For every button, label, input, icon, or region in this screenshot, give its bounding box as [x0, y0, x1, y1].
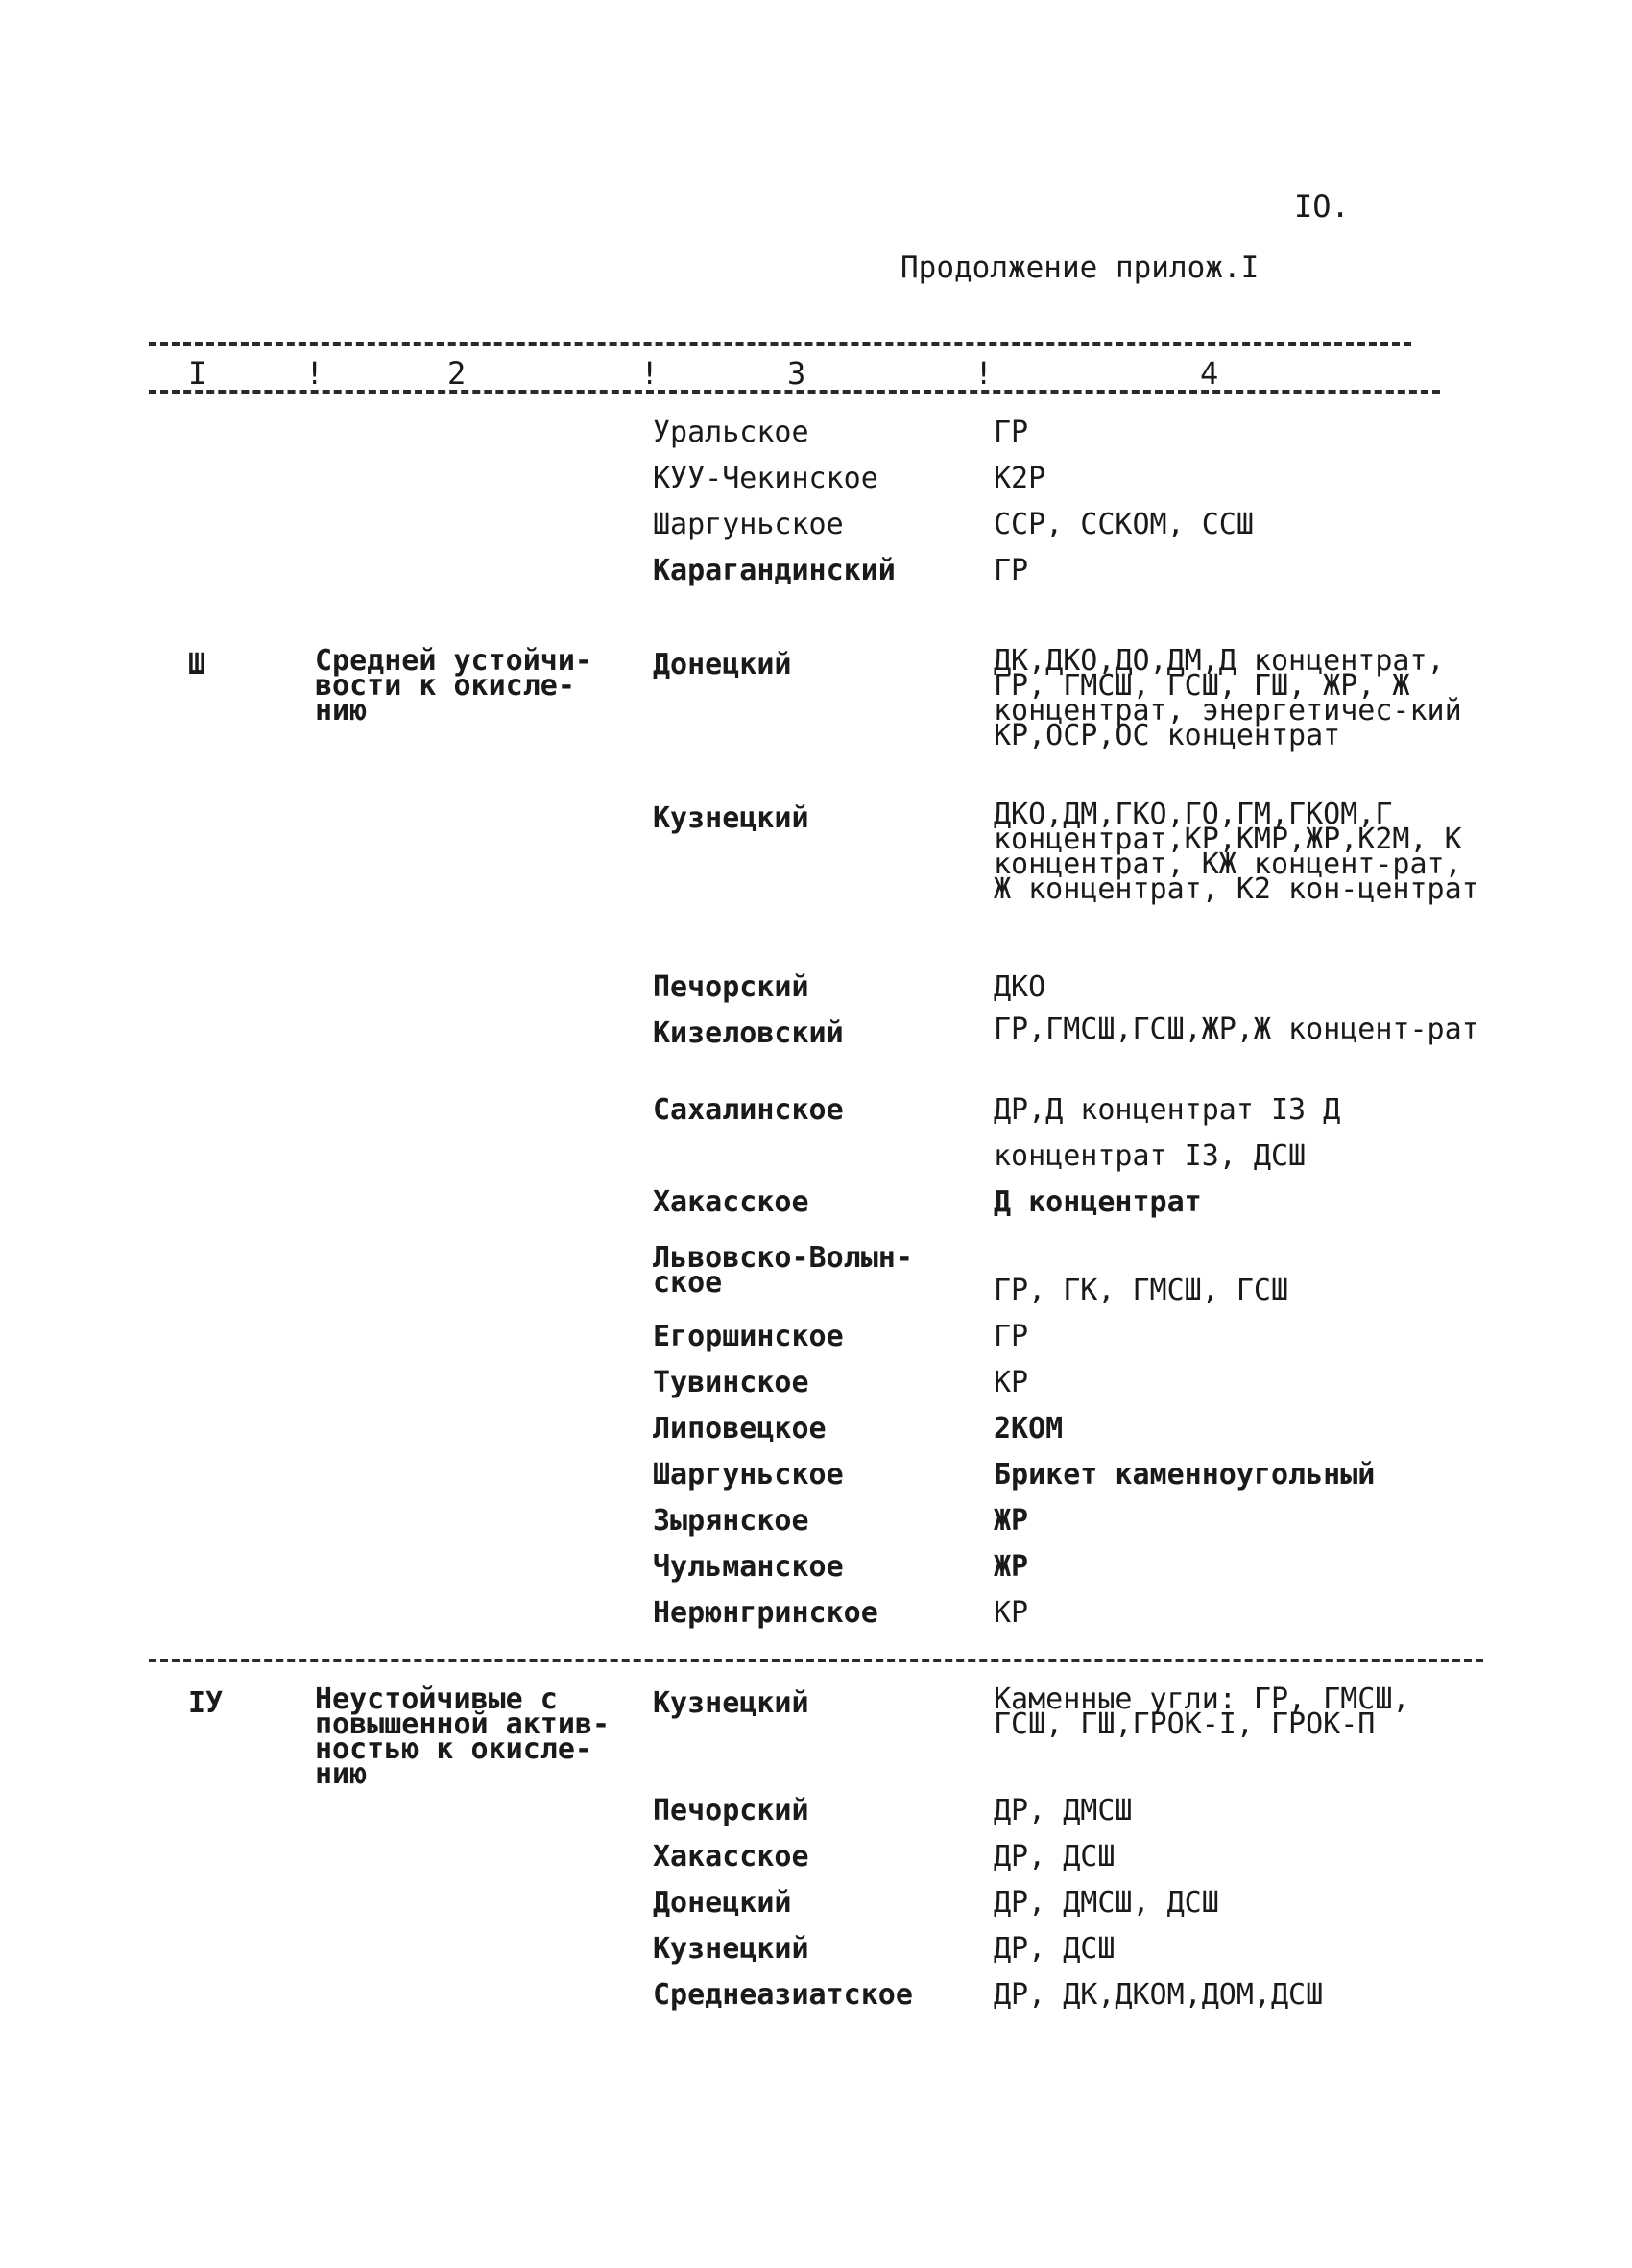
coal-grades: ГР,ГМСШ,ГСШ,ЖР,Ж концент-рат [994, 1013, 1479, 1046]
basin-name: Зырянское [653, 1504, 809, 1538]
table-header-rule [149, 390, 1440, 394]
header-col1: I [188, 355, 207, 392]
coal-grades: Каменные угли: ГР, ГМСШ, ГСШ, ГШ,ГРОК-I, ГРОК-П [994, 1683, 1410, 1741]
basin-name: Печорский [653, 1794, 809, 1827]
coal-grades: ГР [994, 1320, 1029, 1353]
coal-grades: ЖР [994, 1550, 1029, 1584]
basin-name: Львовско-Волын-ское [653, 1241, 913, 1300]
basin-name: Хакасское [653, 1185, 809, 1219]
header-col4: 4 [1200, 355, 1219, 392]
basin-name: Донецкий [653, 648, 792, 681]
coal-grades: ГР [994, 554, 1029, 587]
group-number: IУ [188, 1686, 224, 1720]
coal-grades: КР [994, 1366, 1029, 1399]
basin-name: Печорский [653, 970, 809, 1004]
basin-name: Шаргуньское [653, 508, 844, 541]
header-sep-1: ! [305, 355, 324, 392]
coal-grades: ДР,Д концентрат I3 Д [994, 1093, 1341, 1127]
basin-name: Карагандинский [653, 554, 896, 587]
coal-grades: ДР, ДСШ [994, 1840, 1116, 1874]
basin-name: Кузнецкий [653, 1932, 809, 1966]
basin-name: Чульманское [653, 1550, 844, 1584]
basin-name: Тувинское [653, 1366, 809, 1399]
coal-grades: ДКО [994, 970, 1046, 1004]
basin-name: Сахалинское [653, 1093, 844, 1127]
basin-name: Липовецкое [653, 1412, 827, 1445]
basin-name: Кизеловский [653, 1016, 844, 1050]
header-sep-2: ! [640, 355, 660, 392]
coal-grades: К2Р [994, 462, 1046, 495]
coal-grades: КР [994, 1596, 1029, 1630]
header-col2: 2 [447, 355, 467, 392]
table-top-rule [149, 342, 1411, 346]
coal-grades: ССР, ССКОМ, ССШ [994, 508, 1254, 541]
coal-grades: ЖР [994, 1504, 1029, 1538]
header-col3: 3 [787, 355, 806, 392]
coal-grades: ДР, ДМСШ, ДСШ [994, 1886, 1219, 1920]
basin-name: Хакасское [653, 1840, 809, 1874]
basin-name: Кузнецкий [653, 801, 809, 835]
coal-grades: ДР, ДК,ДКОМ,ДОМ,ДСШ [994, 1978, 1324, 2012]
coal-grades: Брикет каменноугольный [994, 1458, 1376, 1492]
header-sep-3: ! [974, 355, 994, 392]
group-description: Неустойчивые с повышенной актив-ностью к окисле-нию [315, 1683, 611, 1791]
basin-name: Нерюнгринское [653, 1596, 878, 1630]
coal-grades: ГР [994, 416, 1029, 449]
basin-name: Егоршинское [653, 1320, 844, 1353]
coal-grades: ДК,ДКО,ДО,ДМ,Д концентрат, ГР, ГМСШ, ГСШ, ГШ, ЖР, Ж концентрат, энергетичес-кий КР,ОСР,ОС концентрат [994, 644, 1462, 752]
basin-name: Уральское [653, 416, 809, 449]
coal-grades: ДР, ДМСШ [994, 1794, 1133, 1827]
coal-grades: Д концентрат [994, 1185, 1202, 1219]
basin-name: Среднеазиатское [653, 1978, 913, 2012]
continuation-title: Продолжение прилож.I [900, 251, 1260, 285]
basin-name: Шаргуньское [653, 1458, 844, 1492]
basin-name: Кузнецкий [653, 1686, 809, 1720]
coal-grades: ДР, ДСШ [994, 1932, 1116, 1966]
basin-name: Донецкий [653, 1886, 792, 1920]
coal-grades: 2КОМ [994, 1412, 1064, 1445]
coal-grades-continued: концентрат I3, ДСШ [994, 1139, 1307, 1173]
page-number: IO. [1294, 188, 1350, 225]
basin-name: КУУ-Чекинское [653, 462, 878, 495]
group-separator-rule [149, 1659, 1483, 1662]
group-number: Ш [188, 648, 206, 681]
coal-grades: ГР, ГК, ГМСШ, ГСШ [994, 1274, 1289, 1307]
coal-grades: ДКО,ДМ,ГКО,ГО,ГМ,ГКОМ,Г концентрат,КР,КМР,ЖР,К2М, К концентрат, КЖ концент-рат, Ж концентрат, К2 кон-центрат [994, 798, 1479, 906]
group-description: Средней устойчи-вости к окисле-нию [315, 644, 592, 728]
